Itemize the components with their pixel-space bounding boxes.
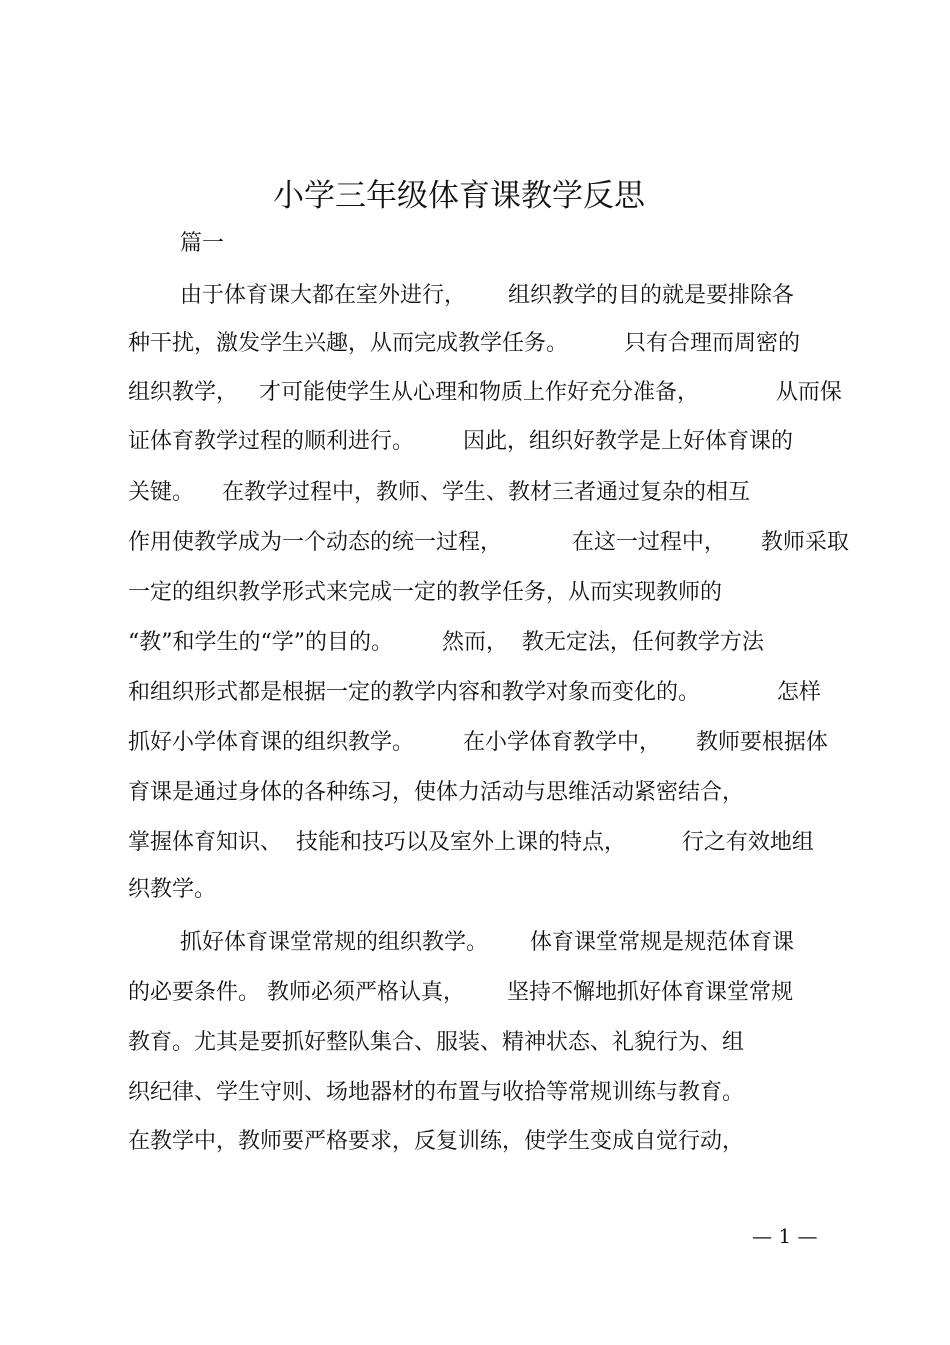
paragraph-line: 证体育教学过程的顺利进行。 因此，组织好教学是上好体育课的 [128,429,793,454]
page-number: — 1 — [752,1224,818,1248]
paragraph-line: 关键。 在教学过程中，教师、学生、教材三者通过复杂的相互 [128,480,750,505]
section-label: 篇一 [180,231,225,256]
paragraph-line: 掌握体育知识、 技能和技巧以及室外上课的特点， 行之有效地组 [128,830,814,855]
paragraph-line: 织教学。 [128,877,217,902]
document-title: 小学三年级体育课教学反思 [273,178,645,214]
paragraph-line: 教育。尤其是要抓好整队集合、服装、精神状态、礼貌行为、组 [128,1030,745,1055]
paragraph-line: 抓好体育课堂常规的组织教学。 体育课堂常规是规范体育课 [180,930,794,955]
paragraph-line: 种干扰，激发学生兴趣，从而完成教学任务。 只有合理而周密的 [128,331,800,356]
paragraph-line: 由于体育课大都在室外进行， 组织教学的目的就是要排除各 [180,283,794,308]
paragraph-line: 作用使教学成为一个动态的统一过程， 在这一过程中， 教师采取 [128,530,849,555]
paragraph-line: 在教学中，教师要严格要求，反复训练，使学生变成自觉行动， [128,1129,745,1154]
paragraph-line: 的必要条件。 教师必须严格认真， 坚持不懈地抓好体育课堂常规 [128,980,793,1005]
paragraph-line: 组织教学， 才可能使学生从心理和物质上作好充分准备， 从而保 [128,380,842,405]
paragraph-line: 织纪律、学生守则、场地器材的布置与收拾等常规训练与教育。 [128,1080,745,1105]
paragraph-line: “教”和学生的“学”的目的。 然而， 教无定法，任何教学方法 [128,630,764,655]
paragraph-line: 育课是通过身体的各种练习，使体力活动与思维活动紧密结合， [128,780,745,805]
paragraph-line: 抓好小学体育课的组织教学。 在小学体育教学中， 教师要根据体 [128,730,828,755]
paragraph-line: 一定的组织教学形式来完成一定的教学任务，从而实现教师的 [128,580,723,605]
paragraph-line: 和组织形式都是根据一定的教学内容和教学对象而变化的。 怎样 [128,680,821,705]
